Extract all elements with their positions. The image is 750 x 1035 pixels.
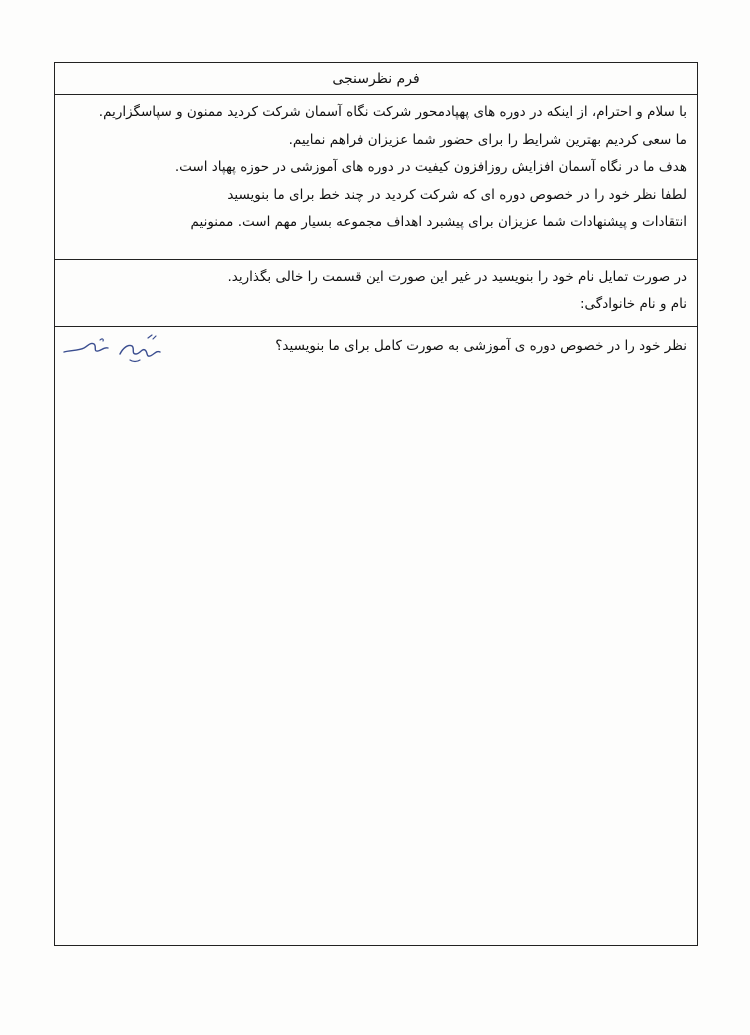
comment-section[interactable]	[55, 327, 697, 359]
intro-section	[55, 95, 697, 260]
intro-line: انتقادات و پیشنهادات شما عزیزان برای پیشبرد اهداف مجموعه بسیار مهم است. ممنونیم	[190, 214, 687, 230]
name-instruction: در صورت تمایل نام خود را بنویسید در غیر این صورت این قسمت را خالی بگذارید.	[227, 269, 687, 285]
form-title: فرم نظرسنجی	[332, 70, 420, 87]
name-section	[55, 260, 697, 327]
intro-line: ما سعی کردیم بهترین شرایط را برای حضور شما عزیزان فراهم نماییم.	[288, 131, 687, 148]
intro-line: لطفا نظر خود را در خصوص دوره ای که شرکت کردید در چند خط برای ما بنویسید	[227, 186, 687, 203]
intro-line: با سلام و احترام، از اینکه در دوره های پهپادمحور شرکت نگاه آسمان شرکت کردید ممنون و سپاسگزاریم.	[98, 104, 687, 120]
intro-line: هدف ما در نگاه آسمان افزایش روزافزون کیفیت در دوره های آموزشی در حوزه پهپاد است.	[174, 159, 687, 175]
survey-form	[54, 62, 698, 946]
form-title-row	[55, 63, 697, 95]
comment-question: نظر خود را در خصوص دوره ی آموزشی به صورت کامل برای ما بنویسید؟	[275, 338, 687, 354]
name-field-label[interactable]: نام و نام خانوادگی:	[579, 296, 687, 312]
handwritten-answer	[60, 330, 170, 366]
